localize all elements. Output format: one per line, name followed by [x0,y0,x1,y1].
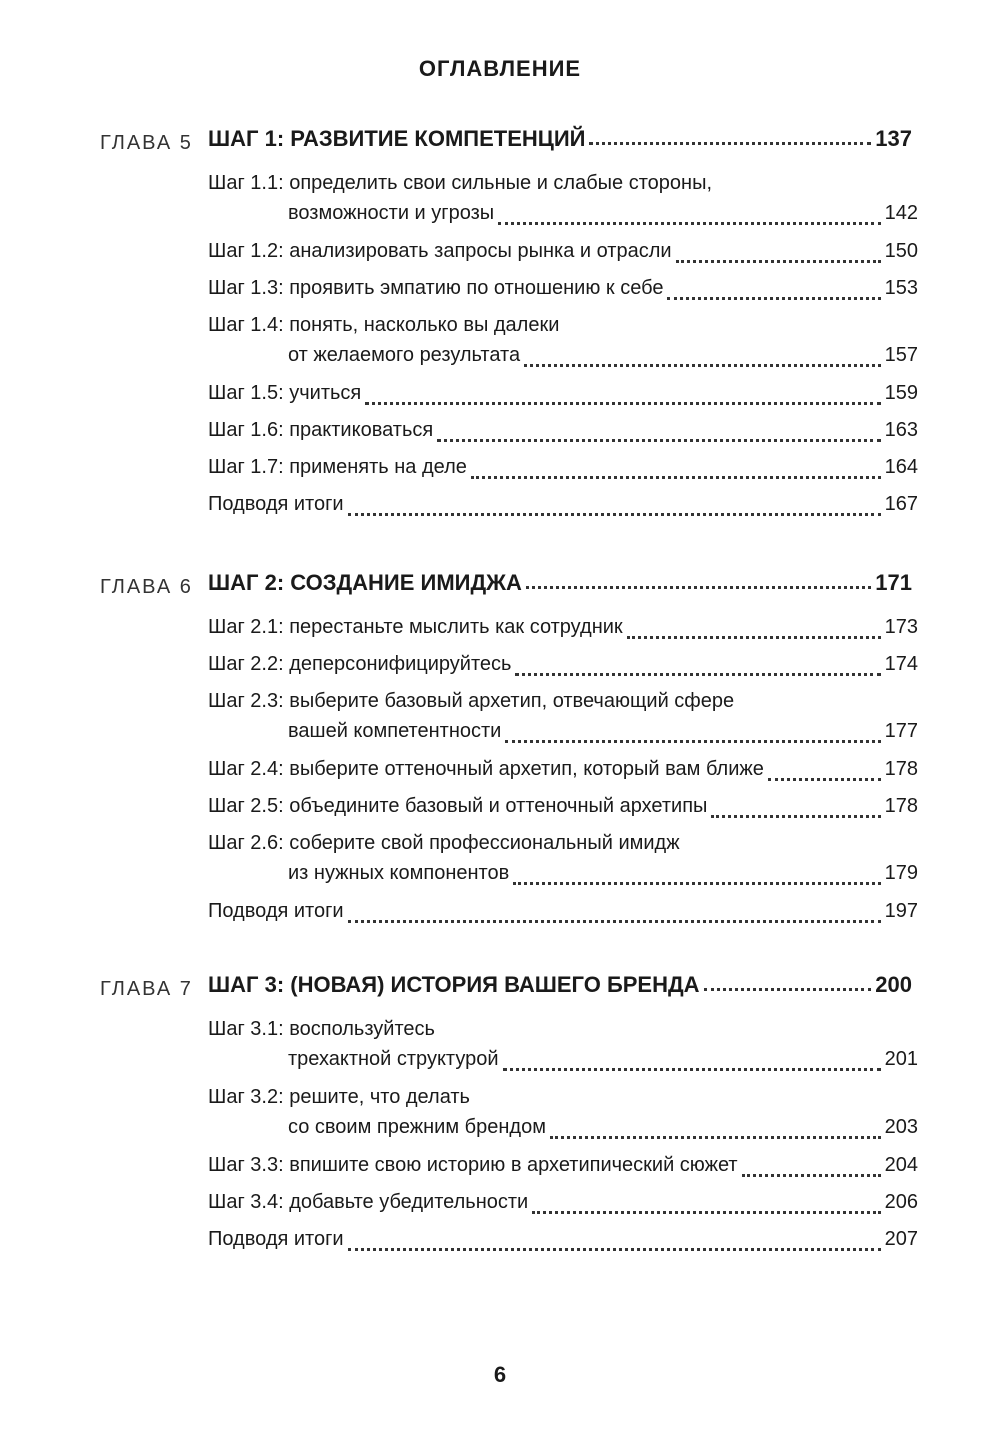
entry-page-number: 164 [884,456,918,478]
entry-page-number: 150 [884,240,918,262]
dot-leader [348,1248,881,1251]
entry-title: Подводя итоги [208,900,344,922]
toc-entry[interactable] [208,653,918,683]
entry-page-number: 142 [884,202,918,224]
entry-page-number: 177 [884,720,918,742]
entry-title: Шаг 3.1: воспользуйтесь [208,1018,435,1040]
entry-title: Подводя итоги [208,493,344,515]
dot-leader [498,222,880,225]
entry-title: Шаг 3.3: впишите свою историю в архетипический сюжет [208,1154,738,1176]
chapter-heading-row[interactable] [208,570,912,596]
entry-title: Шаг 2.5: объедините базовый и оттеночный архетипы [208,795,708,817]
toc-entry[interactable] [208,277,918,307]
dot-leader [768,778,881,781]
entry-page-number: 201 [884,1048,918,1070]
entry-page-number: 206 [884,1191,918,1213]
chapter-page-number: 200 [875,972,912,997]
entry-title: Шаг 1.5: учиться [208,382,362,404]
entry-page-number: 178 [884,758,918,780]
entry-title: Шаг 1.3: проявить эмпатию по отношению к себе [208,277,664,299]
dot-leader [526,586,871,589]
dot-leader [503,1068,881,1071]
chapter-label: ГЛАВА 6 [100,576,193,598]
chapter-heading: ШАГ 1: РАЗВИТИЕ КОМПЕТЕНЦИЙ [208,126,586,151]
entry-page-number: 157 [884,344,918,366]
dot-leader [711,815,880,818]
toc-entry[interactable] [208,493,918,523]
toc-entry[interactable] [208,1228,918,1258]
entry-title-continuation: возможности и угрозы [288,202,495,224]
toc-entry[interactable] [208,1154,918,1184]
entry-title: Шаг 2.1: перестаньте мыслить как сотрудник [208,616,623,638]
chapter-heading-row[interactable] [208,126,912,152]
toc-entry[interactable] [208,616,918,646]
dot-leader [515,673,880,676]
entry-title: Шаг 3.2: решите, что делать [208,1086,470,1108]
toc-entry[interactable] [208,419,918,449]
dot-leader [676,260,881,263]
chapter-page-number: 137 [875,126,912,151]
entry-title-continuation: со своим прежним брендом [288,1116,546,1138]
toc-entry[interactable] [208,832,918,892]
entry-title: Подводя итоги [208,1228,344,1250]
dot-leader [667,297,880,300]
entry-title: Шаг 2.3: выберите базовый архетип, отвечающий сфере [208,690,735,712]
toc-entry[interactable] [208,690,918,750]
entry-page-number: 204 [884,1154,918,1176]
dot-leader [505,740,880,743]
entry-page-number: 163 [884,419,918,441]
entry-page-number: 207 [884,1228,918,1250]
chapter-heading-row[interactable] [208,972,912,998]
toc-entry[interactable] [208,172,918,232]
entry-page-number: 167 [884,493,918,515]
entry-title: Шаг 1.6: практиковаться [208,419,434,441]
chapter-label: ГЛАВА 5 [100,132,193,154]
dot-leader [627,636,881,639]
entry-page-number: 178 [884,795,918,817]
chapter-page-number: 171 [875,570,912,595]
toc-entry[interactable] [208,758,918,788]
dot-leader [365,402,880,405]
entry-title: Шаг 2.4: выберите оттеночный архетип, который вам ближе [208,758,764,780]
entry-title-continuation: вашей компетентности [288,720,502,742]
entry-title: Шаг 2.2: деперсонифицируйтесь [208,653,512,675]
chapter-heading: ШАГ 2: СОЗДАНИЕ ИМИДЖА [208,570,522,595]
dot-leader [550,1136,881,1139]
dot-leader [589,142,871,145]
toc-entry[interactable] [208,1086,918,1146]
toc-entry[interactable] [208,1018,918,1078]
dot-leader [524,364,881,367]
toc-entry[interactable] [208,314,918,374]
entry-page-number: 179 [884,862,918,884]
dot-leader [532,1211,880,1214]
entry-page-number: 197 [884,900,918,922]
chapter-label: ГЛАВА 7 [100,978,193,1000]
entry-page-number: 159 [884,382,918,404]
entry-title: Шаг 1.7: применять на деле [208,456,467,478]
entry-page-number: 153 [884,277,918,299]
toc-entry[interactable] [208,1191,918,1221]
toc-entry[interactable] [208,456,918,486]
page-number: 6 [493,1362,507,1387]
toc-entry[interactable] [208,382,918,412]
dot-leader [471,476,881,479]
entry-title: Шаг 1.2: анализировать запросы рынка и отрасли [208,240,672,262]
dot-leader [348,513,881,516]
entry-title-continuation: из нужных компонентов [288,862,510,884]
entry-title: Шаг 3.4: добавьте убедительности [208,1191,529,1213]
toc-entry[interactable] [208,240,918,270]
entry-title-continuation: трехактной структурой [288,1048,499,1070]
entry-title: Шаг 2.6: соберите свой профессиональный имидж [208,832,680,854]
dot-leader [704,988,872,991]
dot-leader [742,1174,881,1177]
dot-leader [513,882,880,885]
toc-entry[interactable] [208,900,918,930]
entry-title: Шаг 1.4: понять, насколько вы далеки [208,314,560,336]
chapter-heading: ШАГ 3: (НОВАЯ) ИСТОРИЯ ВАШЕГО БРЕНДА [208,972,700,997]
entry-title-continuation: от желаемого результата [288,344,521,366]
dot-leader [437,439,880,442]
entry-page-number: 174 [884,653,918,675]
entry-title: Шаг 1.1: определить свои сильные и слабые стороны, [208,172,713,194]
toc-entry[interactable] [208,795,918,825]
entry-page-number: 203 [884,1116,918,1138]
page-title: ОГЛАВЛЕНИЕ [418,56,582,81]
entry-page-number: 173 [884,616,918,638]
dot-leader [348,920,881,923]
